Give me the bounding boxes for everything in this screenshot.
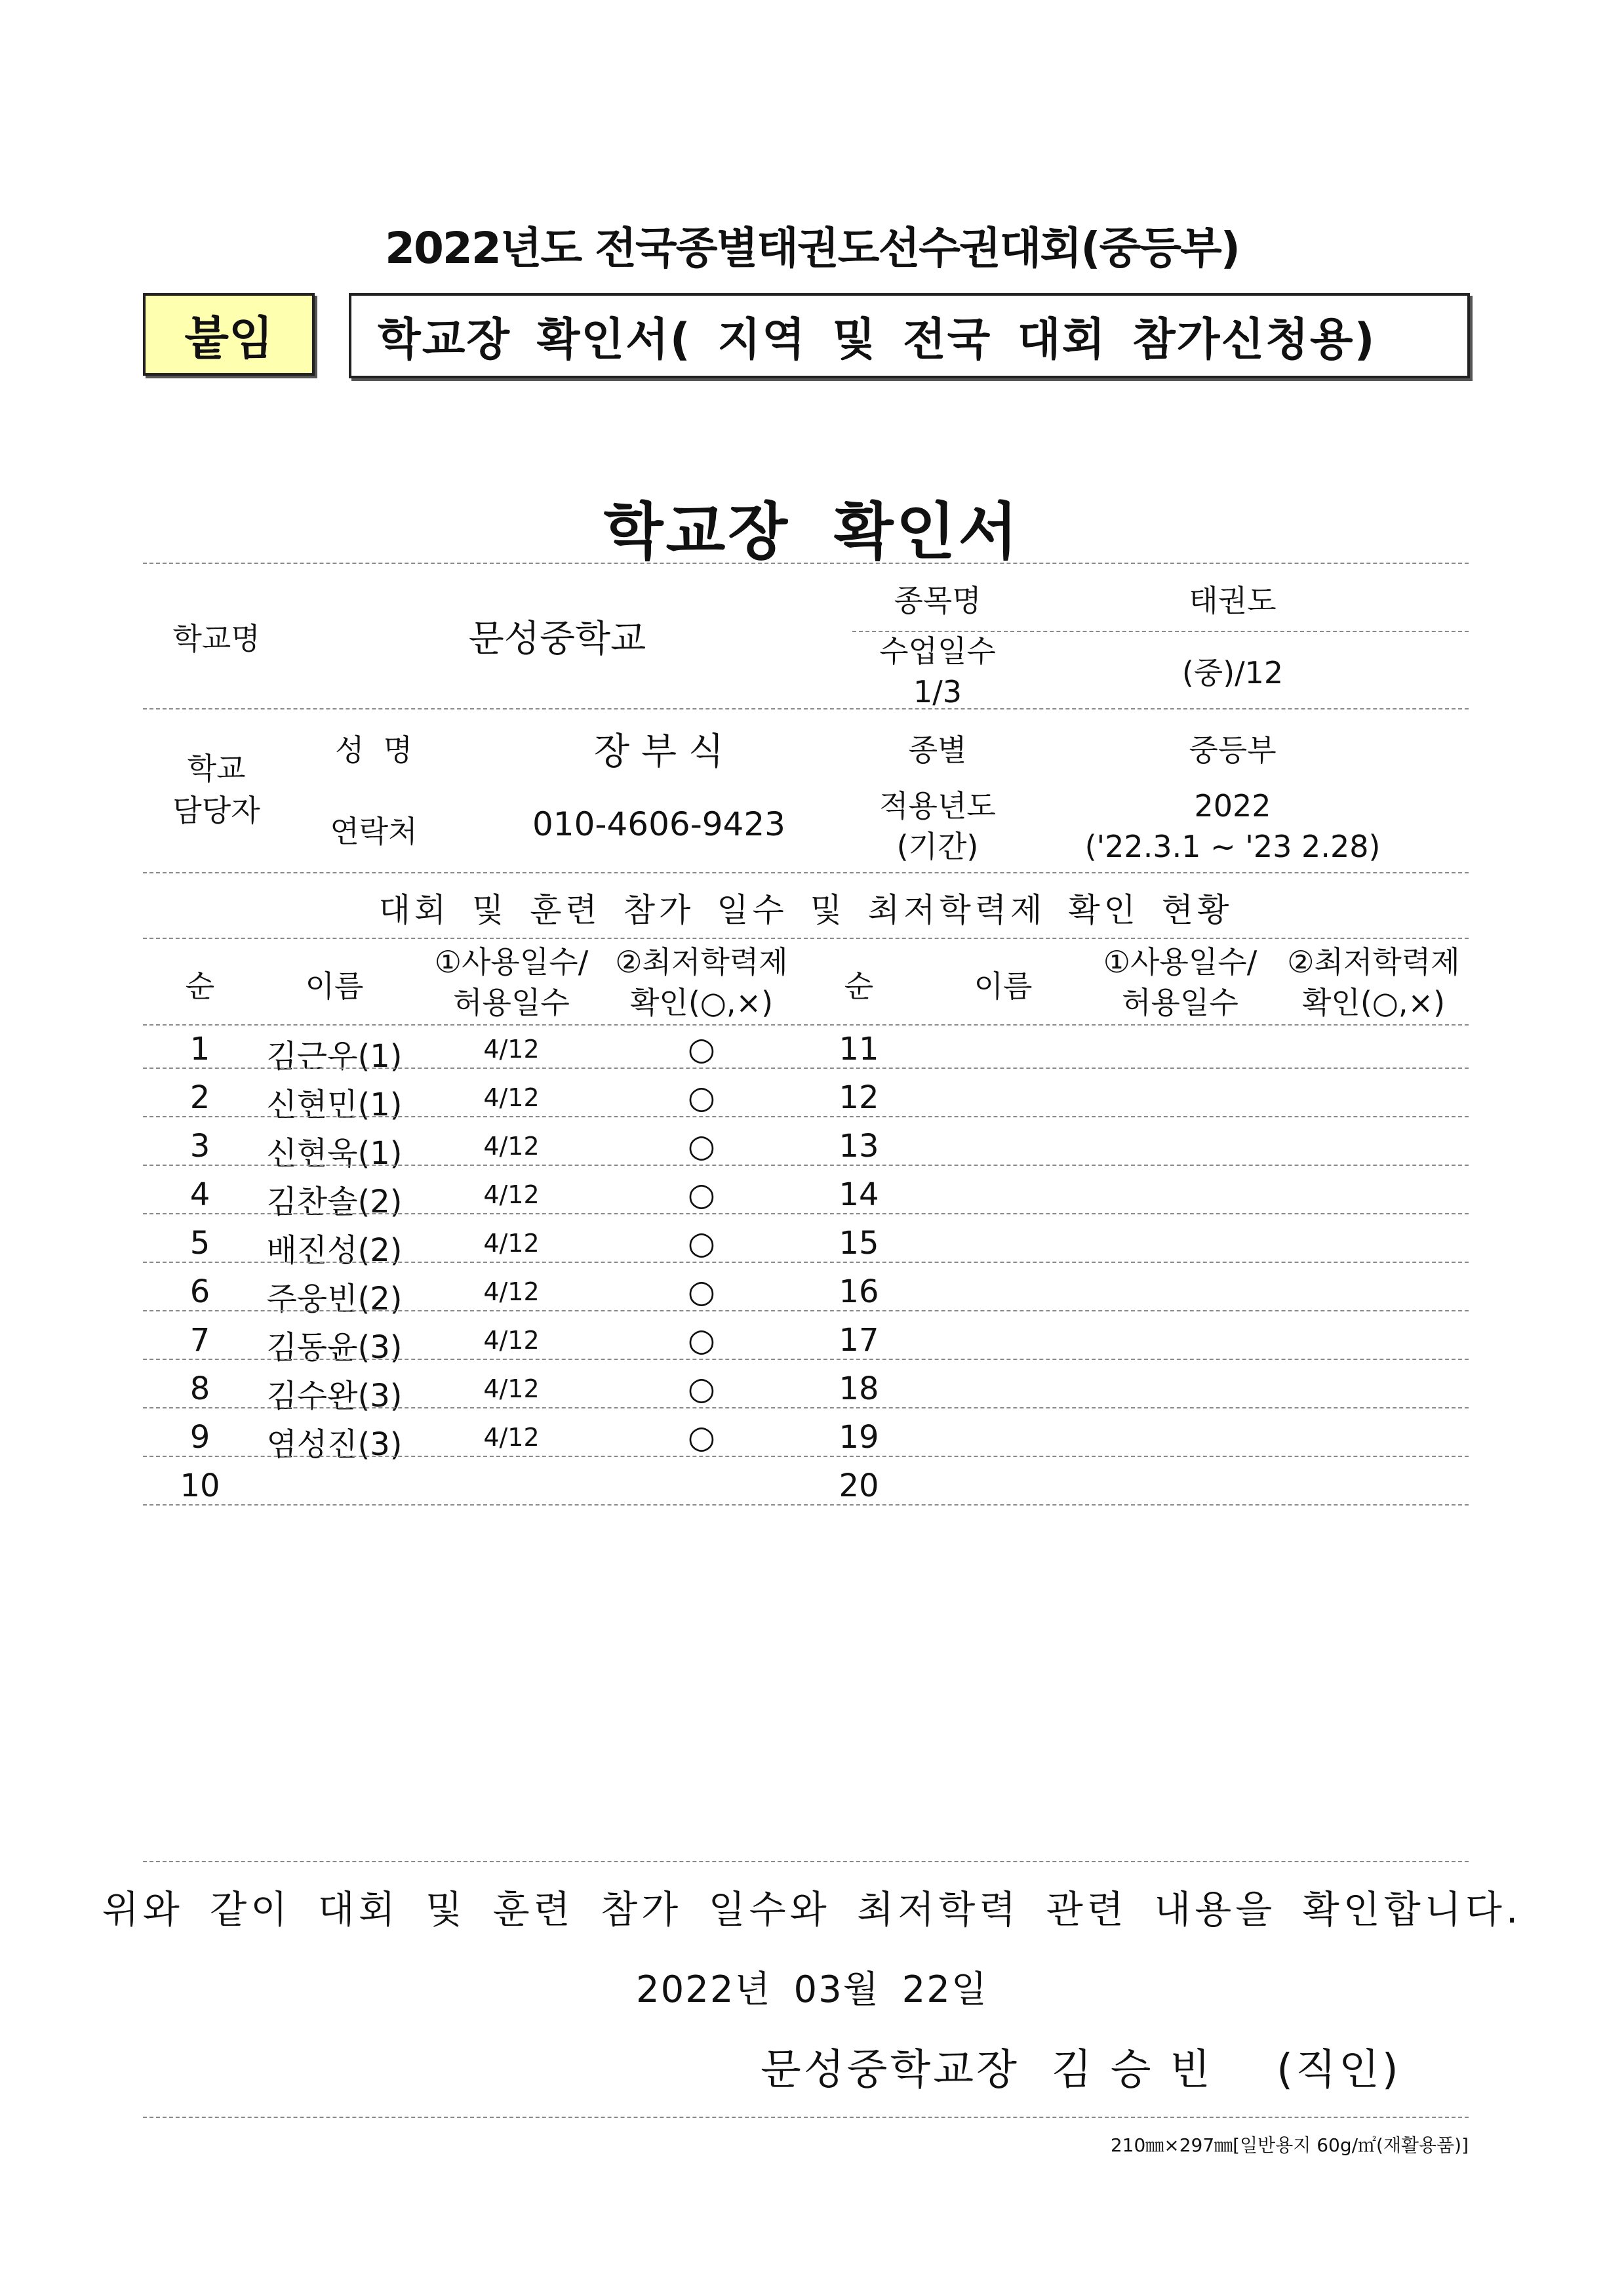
principal-signature: 문성중학교장 김 승 빈 (직인): [761, 2046, 1401, 2094]
row-check: ○: [688, 1079, 715, 1116]
row-no: 3: [189, 1128, 210, 1165]
row-no: 1: [189, 1031, 210, 1068]
row-no: 4: [189, 1176, 210, 1213]
row-no-right: 19: [839, 1419, 879, 1456]
row-check: ○: [688, 1128, 715, 1165]
divider: [143, 708, 1469, 709]
header-days: [413, 942, 610, 1023]
status-section-title: 대회 및 훈련 참가 일수 및 최저학력제 확인 현황: [378, 891, 1233, 929]
divider: [143, 1861, 1469, 1862]
row-divider: [143, 1165, 1469, 1166]
row-name: 김수완(3): [266, 1378, 403, 1414]
header-name: 이름: [305, 968, 364, 1004]
header-days-line1: ①사용일수/: [434, 944, 589, 980]
header-check-right-line2: 확인(○,×): [1301, 985, 1446, 1020]
row-divider: [143, 1407, 1469, 1408]
document-title: 학교장 확인서: [603, 496, 1021, 568]
row-no-right: 14: [839, 1176, 879, 1213]
contact-label: 연락처: [330, 814, 418, 849]
category-value: 중등부: [1189, 732, 1277, 768]
row-days: 4/12: [483, 1132, 540, 1161]
row-name: 김찬솔(2): [266, 1184, 403, 1220]
row-divider: [143, 1068, 1469, 1069]
apply-year-value-text: 2022: [1194, 788, 1271, 824]
row-divider: [143, 1213, 1469, 1214]
row-check: ○: [688, 1419, 715, 1456]
name-value: 장 부 식: [594, 730, 724, 773]
header-days-line2: 허용일수: [453, 985, 570, 1020]
header-check-line2: 확인(○,×): [629, 985, 774, 1020]
attachment-label: 붙임: [143, 293, 315, 376]
sport-value: 태권도: [1189, 583, 1277, 618]
class-days-ratio: 1/3: [913, 674, 962, 709]
row-no-right: 11: [839, 1031, 879, 1068]
class-days-label: [852, 631, 1023, 712]
row-check: ○: [688, 1370, 715, 1407]
row-divider: [143, 1116, 1469, 1117]
header-name-right: 이름: [974, 968, 1033, 1004]
manager-label: [157, 748, 275, 831]
apply-year-label: [852, 786, 1023, 867]
apply-year-value: [1036, 786, 1429, 867]
row-name: 김동윤(3): [266, 1329, 403, 1366]
divider: [143, 872, 1469, 873]
header-days-right: [1082, 942, 1278, 1023]
row-check: ○: [688, 1031, 715, 1068]
row-divider: [143, 1262, 1469, 1263]
confirmation-text: 위와 같이 대회 및 훈련 참가 일수와 최저학력 관련 내용을 확인합니다.: [102, 1887, 1522, 1932]
row-days: 4/12: [483, 1180, 540, 1209]
row-divider: [143, 1456, 1469, 1457]
row-no: 10: [180, 1467, 220, 1504]
row-days: 4/12: [483, 1277, 540, 1306]
row-divider: [143, 1359, 1469, 1360]
row-divider: [143, 1310, 1469, 1311]
row-no: 6: [189, 1273, 210, 1310]
row-no-right: 12: [839, 1079, 879, 1116]
row-no: 9: [189, 1419, 210, 1456]
row-no-right: 17: [839, 1322, 879, 1359]
header-check: [603, 942, 800, 1023]
divider: [143, 938, 1469, 939]
header-check-right-line1: ②최저학력제: [1287, 944, 1460, 980]
header-days-right-line1: ①사용일수/: [1103, 944, 1258, 980]
row-name: 김근우(1): [266, 1038, 403, 1075]
row-name: 배진성(2): [266, 1232, 403, 1269]
school-name-label: 학교명: [172, 621, 260, 656]
row-no-right: 18: [839, 1370, 879, 1407]
header-check-right: [1275, 942, 1472, 1023]
period-value-text: ('22.3.1 ~ '23 2.28): [1084, 829, 1381, 864]
row-days: 4/12: [483, 1374, 540, 1403]
row-no: 5: [189, 1225, 210, 1262]
divider: [143, 1024, 1469, 1026]
row-divider: [143, 1504, 1469, 1506]
row-name: 신현민(1): [266, 1087, 403, 1123]
class-days-value: (중)/12: [1181, 655, 1284, 690]
sport-label: 종목명: [894, 583, 981, 618]
row-days: 4/12: [483, 1423, 540, 1452]
row-name: 염성진(3): [266, 1426, 403, 1463]
header-no: 순: [185, 968, 215, 1004]
row-days: 4/12: [483, 1083, 540, 1112]
row-check: ○: [688, 1322, 715, 1359]
name-label: 성 명: [334, 732, 413, 768]
row-no: 2: [189, 1079, 210, 1116]
header-check-line1: ②최저학력제: [615, 944, 788, 980]
header-no-right: 순: [844, 968, 874, 1004]
apply-year-label-text: 적용년도: [879, 788, 996, 824]
manager-label-line2: 담당자: [172, 793, 260, 828]
category-label: 종별: [908, 732, 967, 768]
row-name: 주웅빈(2): [266, 1281, 403, 1317]
row-days: 4/12: [483, 1326, 540, 1355]
row-no-right: 16: [839, 1273, 879, 1310]
header-days-right-line2: 허용일수: [1122, 985, 1238, 1020]
event-title: 2022년도 전국종별태권도선수권대회(중등부): [385, 223, 1239, 273]
row-no-right: 13: [839, 1128, 879, 1165]
divider: [143, 2117, 1469, 2118]
row-check: ○: [688, 1176, 715, 1213]
manager-label-line1: 학교: [187, 751, 246, 786]
divider: [143, 563, 1469, 564]
confirmation-date: 2022년 03월 22일: [636, 1968, 988, 2011]
row-no: 8: [189, 1370, 210, 1407]
row-check: ○: [688, 1273, 715, 1310]
row-no-right: 15: [839, 1225, 879, 1262]
period-label-text: (기간): [896, 829, 979, 864]
school-name-value: 문성중학교: [468, 618, 646, 660]
row-name: 신현욱(1): [266, 1135, 403, 1172]
paper-spec-note: 210㎜×297㎜[일반용지 60g/㎡(재활용품)]: [1110, 2134, 1469, 2156]
row-days: 4/12: [483, 1035, 540, 1064]
row-no: 7: [189, 1322, 210, 1359]
row-days: 4/12: [483, 1229, 540, 1258]
document-subtitle: 학교장 확인서( 지역 및 전국 대회 참가신청용): [349, 293, 1470, 378]
row-no-right: 20: [839, 1467, 879, 1504]
contact-value: 010-4606-9423: [532, 805, 785, 843]
row-check: ○: [688, 1225, 715, 1262]
class-days-label-text: 수업일수: [879, 633, 996, 669]
